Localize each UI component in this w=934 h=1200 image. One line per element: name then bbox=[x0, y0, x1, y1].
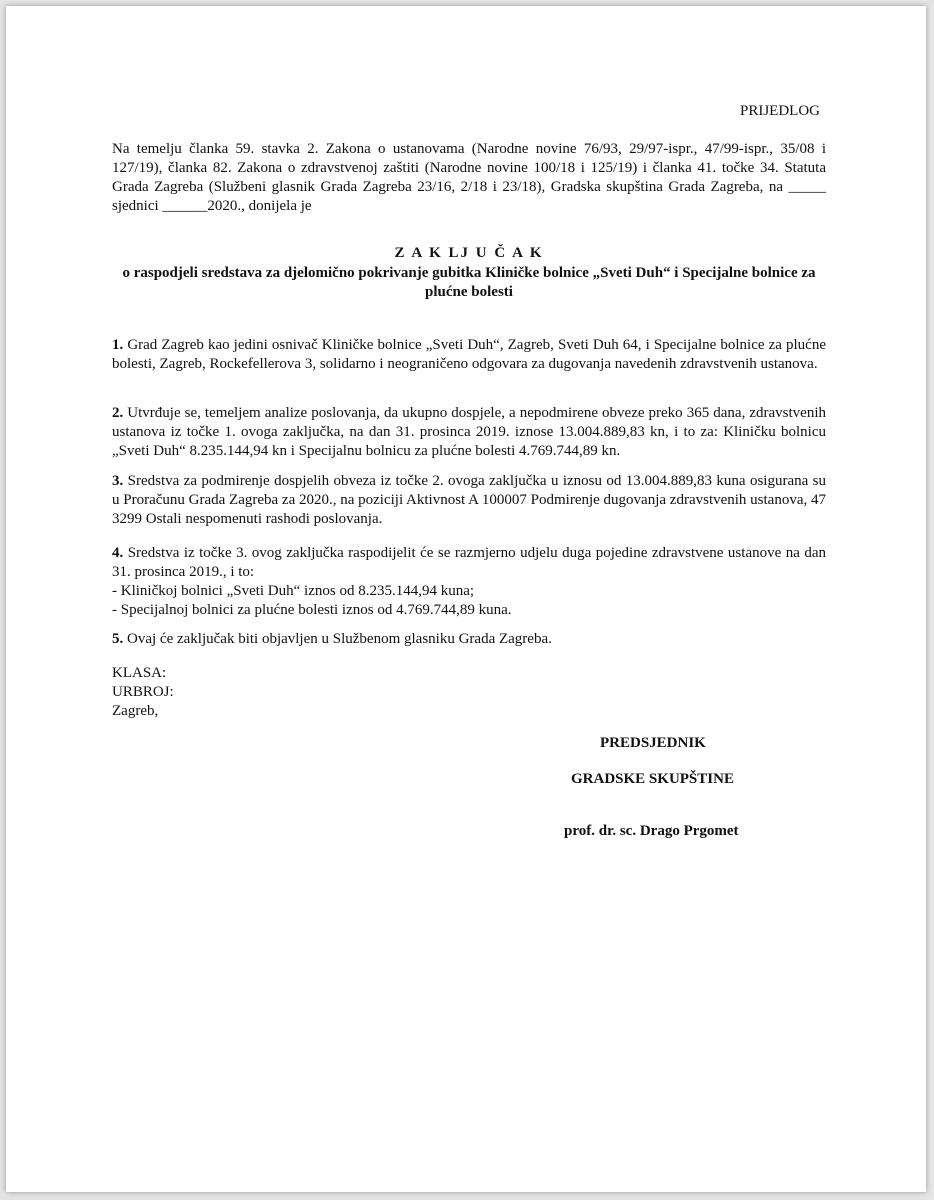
point-2-text: Utvrđuje se, temeljem analize poslovanja, da ukupno dospjele, a nepodmirene obveze preko 365 dana, zdravstvenih ustanova iz točke 1. ovoga zaključka, na dan 31. prosinca 2019. iznose 13.004.889,83 kn, i to za: Kliničku bolnicu „Sveti Duh“ 8.235.144,94 kn i Specijalnu bolnicu za plućne bolesti 4.769.744,89 kn. bbox=[112, 405, 826, 459]
allocation-list bbox=[112, 582, 826, 620]
klasa-label: KLASA: bbox=[112, 665, 167, 681]
point-4-paragraph bbox=[112, 544, 826, 582]
urbroj-label: URBROJ: bbox=[112, 684, 174, 700]
registry-block bbox=[112, 664, 826, 721]
document-status-label: PRIJEDLOG bbox=[740, 103, 821, 119]
point-4-text: Sredstva iz točke 3. ovog zaključka raspodijelit će se razmjerno udjelu duga pojedine zdravstvene ustanove na dan 31. prosinca 2019., i to: bbox=[112, 545, 826, 580]
point-4-block bbox=[112, 544, 826, 620]
point-5-number: 5. bbox=[112, 631, 124, 647]
document-subtitle: o raspodjeli sredstava za djelomično pokrivanje gubitka Kliničke bolnice „Sveti Duh“ i Specijalne bolnice za plućne bolesti bbox=[122, 265, 816, 300]
point-1-paragraph bbox=[112, 336, 826, 374]
point-3-paragraph bbox=[112, 472, 826, 529]
point-5-paragraph bbox=[112, 630, 826, 649]
allocation-item-sveti-duh: - Kliničkoj bolnici „Sveti Duh“ iznos od 8.235.144,94 kuna; bbox=[112, 583, 475, 599]
point-1-text: Grad Zagreb kao jedini osnivač Kliničke bolnice „Sveti Duh“, Zagreb, Sveti Duh 64, i Specijalne bolnice za plućne bolesti, Zagreb, Rockefellerova 3, solidarno i neograničeno odgovara za dugovanja navedenih zdravstvenih ustanova. bbox=[112, 337, 826, 372]
point-4-number: 4. bbox=[112, 545, 124, 561]
point-1-number: 1. bbox=[112, 337, 124, 353]
signature-title-line2: GRADSKE SKUPŠTINE bbox=[571, 771, 734, 787]
point-3-number: 3. bbox=[112, 473, 124, 489]
point-2-number: 2. bbox=[112, 405, 124, 421]
point-3-text: Sredstva za podmirenje dospjelih obveza iz točke 2. ovoga zaključka u iznosu od 13.004.889,83 kuna osigurana su u Proračunu Grada Zagreba za 2020., na poziciji Aktivnost A 100007 Podmirenje dugovanja zdravstvenih ustanova, 47 3299 Ostali nespomenuti rashodi poslovanja. bbox=[112, 473, 827, 527]
document-page bbox=[6, 6, 926, 1192]
signature-title-line1: PREDSJEDNIK bbox=[600, 735, 706, 751]
allocation-item-plucne-bolesti: - Specijalnoj bolnici za plućne bolesti iznos od 4.769.744,89 kuna. bbox=[112, 602, 512, 618]
point-5-text: Ovaj će zaključak biti objavljen u Službenom glasniku Grada Zagreba. bbox=[123, 631, 552, 647]
signatory-name: prof. dr. sc. Drago Prgomet bbox=[564, 823, 739, 839]
preamble-paragraph: Na temelju članka 59. stavka 2. Zakona o ustanovama (Narodne novine 76/93, 29/97-ispr., 47/99-ispr., 35/08 i 127/19), članka 82. Zakona o zdravstvenoj zaštiti (Narodne novine 100/18 i 125/19) i članka 41. točke 34. Statuta Grada Zagreba (Službeni glasnik Grada Zagreba 23/16, 2/18 i 23/18), Gradska skupština Grada Zagreba, na _____ sjednici ______2020., donijela je bbox=[112, 141, 826, 214]
point-2-paragraph bbox=[112, 404, 826, 461]
document-title: Z A K LJ U Č A K bbox=[394, 245, 544, 261]
place-label: Zagreb, bbox=[112, 703, 159, 719]
